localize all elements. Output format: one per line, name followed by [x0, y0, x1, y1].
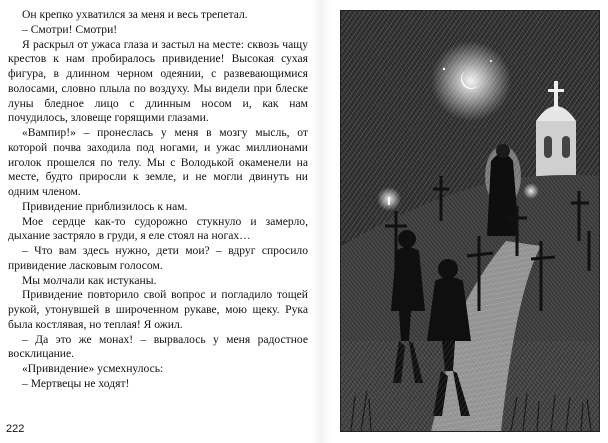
paragraph: Мы молчали как истуканы. [22, 273, 157, 287]
book-gutter [312, 0, 330, 443]
page-number: 222 [6, 423, 25, 435]
right-page [330, 0, 608, 443]
paragraph: – Мертвецы не ходят! [22, 376, 130, 390]
paragraph: Я раскрыл от ужаса глаза и застыл на месте: сквозь чащу крестов к нам пробиралось привидение! Высокая сухая фигура, в длинном черном одеянии, с развевающимися волосами, словно плыла по воздуху. Мы видели при блеске луны бледное лицо с длинным носом и, как нам почудилось, зловеще горящими глазами. [8, 37, 308, 125]
illustration-drawing [341, 11, 599, 431]
paragraph: Он крепко ухватился за меня и весь трепетал. [22, 8, 248, 21]
paragraph: «Привидение» усмехнулось: [22, 362, 164, 375]
paragraph: – Что вам здесь нужно, дети мои? – вдруг спросило привидение ласковым голосом. [8, 244, 308, 272]
paragraph: Мое сердце как-то судорожно стукнуло и замерло, дыхание застряло в груди, я еле стоял на ногах… [8, 214, 308, 243]
paragraph: – Да это же монах! – вырвалось у меня радостное восклицание. [8, 332, 308, 361]
paragraph: «Вампир!» – пронеслась у меня в мозгу мысль, от которой почва заходила под ногами, и ужас миллионами иголок прошелся по телу. Мы с Володькой окаменели на месте, будто приросли к земле, и не могли двинуть ни одним членом. [8, 126, 308, 198]
paragraph: – Смотри! Смотри! [22, 22, 118, 36]
graveyard-illustration [340, 10, 600, 432]
moon-glow [431, 41, 511, 121]
body-text [8, 8, 308, 392]
paragraph: Привидение приблизилось к нам. [22, 199, 188, 213]
paragraph: Привидение повторило свой вопрос и погладило тощей рукой, утонувшей в широченном рукаве, мою щеку. Рука была костлявая, но теплая! Я ожил. [8, 288, 308, 331]
